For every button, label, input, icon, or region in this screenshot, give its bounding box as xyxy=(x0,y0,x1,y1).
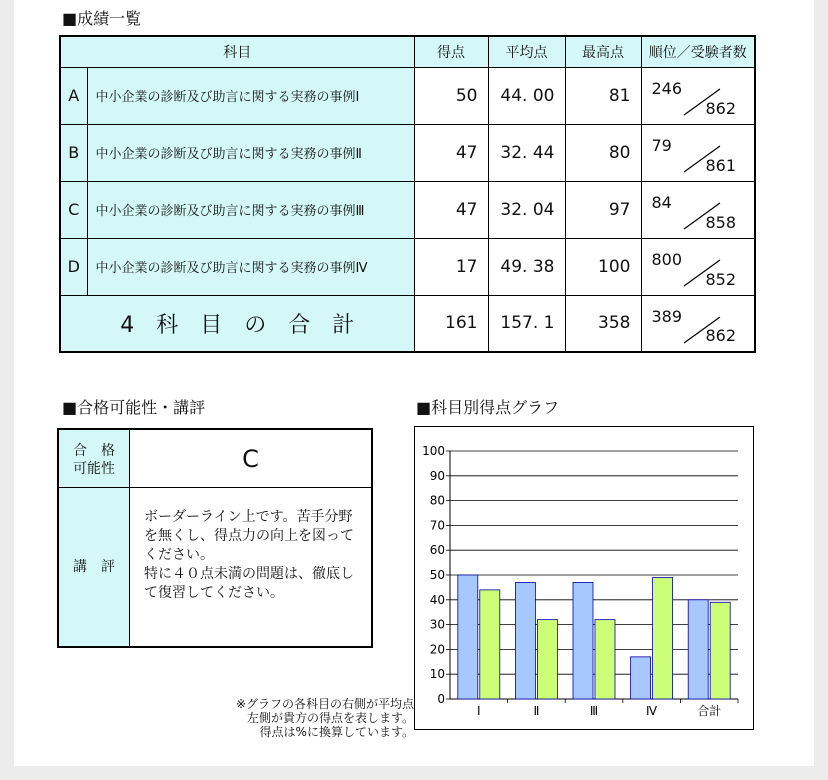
bar xyxy=(573,582,593,699)
header-max: 最高点 xyxy=(565,36,641,67)
row-rank-cell xyxy=(641,181,755,238)
total-average: 157. 1 xyxy=(488,295,565,352)
table-row xyxy=(60,124,755,181)
possibility-grade: C xyxy=(130,430,371,488)
comment-line: を無くし、得点力の向上を図って xyxy=(144,528,354,544)
total-rank: 389 xyxy=(651,306,683,326)
row-rank-cell xyxy=(641,124,755,181)
bar xyxy=(653,577,673,699)
total-row xyxy=(60,295,755,352)
row-max: 97 xyxy=(565,181,641,238)
y-tick-label: 80 xyxy=(429,493,445,508)
chart-note xyxy=(204,697,414,739)
row-max: 80 xyxy=(565,124,641,181)
x-tick-label: Ⅲ xyxy=(589,704,599,718)
row-average: 49. 38 xyxy=(488,238,565,295)
chart-note-line: 左側が貴方の得点を表します。 xyxy=(246,711,414,725)
total-score: 161 xyxy=(414,295,488,352)
x-tick-label: Ⅳ xyxy=(646,704,658,718)
x-tick-label: Ⅱ xyxy=(533,704,540,718)
bar xyxy=(458,575,478,699)
comment-line: ください。 xyxy=(144,547,214,563)
y-tick-label: 0 xyxy=(437,692,445,706)
row-examinees: 861 xyxy=(705,155,736,175)
pass-section-title: ■合格可能性・講評 xyxy=(62,398,206,417)
total-examinees: 862 xyxy=(705,326,736,345)
header-rank: 順位／受験者数 xyxy=(641,36,755,67)
row-score: 17 xyxy=(414,238,488,295)
row-examinees: 858 xyxy=(705,212,736,232)
row-score: 47 xyxy=(414,181,488,238)
possibility-label-line1: 合 格 xyxy=(73,443,115,459)
row-rank: 246 xyxy=(651,78,683,98)
row-score: 50 xyxy=(414,67,488,124)
comment-line: 特に４０点未満の問題は、徹底し xyxy=(144,566,354,582)
possibility-label-line2: 可能性 xyxy=(73,461,115,477)
comment-text xyxy=(144,508,359,603)
y-tick-label: 70 xyxy=(429,518,445,533)
header-average: 平均点 xyxy=(488,36,565,67)
row-max: 81 xyxy=(565,67,641,124)
y-tick-label: 50 xyxy=(429,568,445,582)
total-rank-cell xyxy=(641,295,755,352)
header-score: 得点 xyxy=(414,36,488,67)
y-tick-label: 20 xyxy=(429,642,445,657)
row-examinees: 862 xyxy=(705,98,736,118)
total-label: 4科目の合計 xyxy=(60,295,414,352)
row-average: 44. 00 xyxy=(488,67,565,124)
y-tick-label: 30 xyxy=(429,617,445,632)
report-page xyxy=(14,0,814,766)
bar xyxy=(515,582,535,699)
row-subject: 中小企業の診断及び助言に関する実務の事例Ⅳ xyxy=(87,238,414,295)
row-letter: B xyxy=(60,124,87,181)
comment-line: ボーダーライン上です。苦手分野 xyxy=(144,509,353,525)
chart-section-title: ■科目別得点グラフ xyxy=(416,398,560,417)
row-subject: 中小企業の診断及び助言に関する実務の事例Ⅱ xyxy=(87,124,414,181)
score-chart-frame xyxy=(414,426,754,730)
y-tick-label: 100 xyxy=(422,444,445,458)
y-tick-label: 60 xyxy=(429,543,445,558)
chart-note-line: ※グラフの各科目の右側が平均点 xyxy=(235,697,414,711)
bar xyxy=(537,620,557,699)
row-subject: 中小企業の診断及び助言に関する実務の事例Ⅰ xyxy=(87,67,414,124)
possibility-label xyxy=(59,430,130,488)
row-rank: 800 xyxy=(651,249,683,269)
table-row xyxy=(60,181,755,238)
bar xyxy=(595,620,615,699)
results-header-row xyxy=(60,36,755,67)
header-subject: 科目 xyxy=(60,36,414,67)
row-examinees: 852 xyxy=(705,269,736,289)
comment-line: て復習してください。 xyxy=(144,585,284,601)
row-letter: C xyxy=(60,181,87,238)
y-tick-label: 10 xyxy=(429,667,445,682)
row-rank: 79 xyxy=(651,135,672,155)
row-rank-cell xyxy=(641,238,755,295)
row-average: 32. 44 xyxy=(488,124,565,181)
comment-label: 講 評 xyxy=(59,488,130,646)
bar xyxy=(631,657,651,699)
row-average: 32. 04 xyxy=(488,181,565,238)
row-rank: 84 xyxy=(651,192,672,212)
bar xyxy=(480,590,500,699)
x-tick-label: 合計 xyxy=(697,704,722,718)
results-section-title: ■成績一覧 xyxy=(62,9,142,28)
row-score: 47 xyxy=(414,124,488,181)
total-max: 358 xyxy=(565,295,641,352)
table-row xyxy=(60,67,755,124)
bar xyxy=(710,602,730,699)
score-bar-chart xyxy=(415,427,755,731)
row-rank-cell xyxy=(641,67,755,124)
chart-note-line: 得点は%に換算しています。 xyxy=(259,725,414,739)
y-tick-label: 90 xyxy=(429,468,445,483)
table-row xyxy=(60,238,755,295)
results-table xyxy=(59,35,756,353)
row-letter: A xyxy=(60,67,87,124)
bar xyxy=(688,600,708,699)
y-tick-label: 40 xyxy=(429,592,445,607)
row-max: 100 xyxy=(565,238,641,295)
row-subject: 中小企業の診断及び助言に関する実務の事例Ⅲ xyxy=(87,181,414,238)
row-letter: D xyxy=(60,238,87,295)
x-tick-label: Ⅰ xyxy=(477,704,481,718)
